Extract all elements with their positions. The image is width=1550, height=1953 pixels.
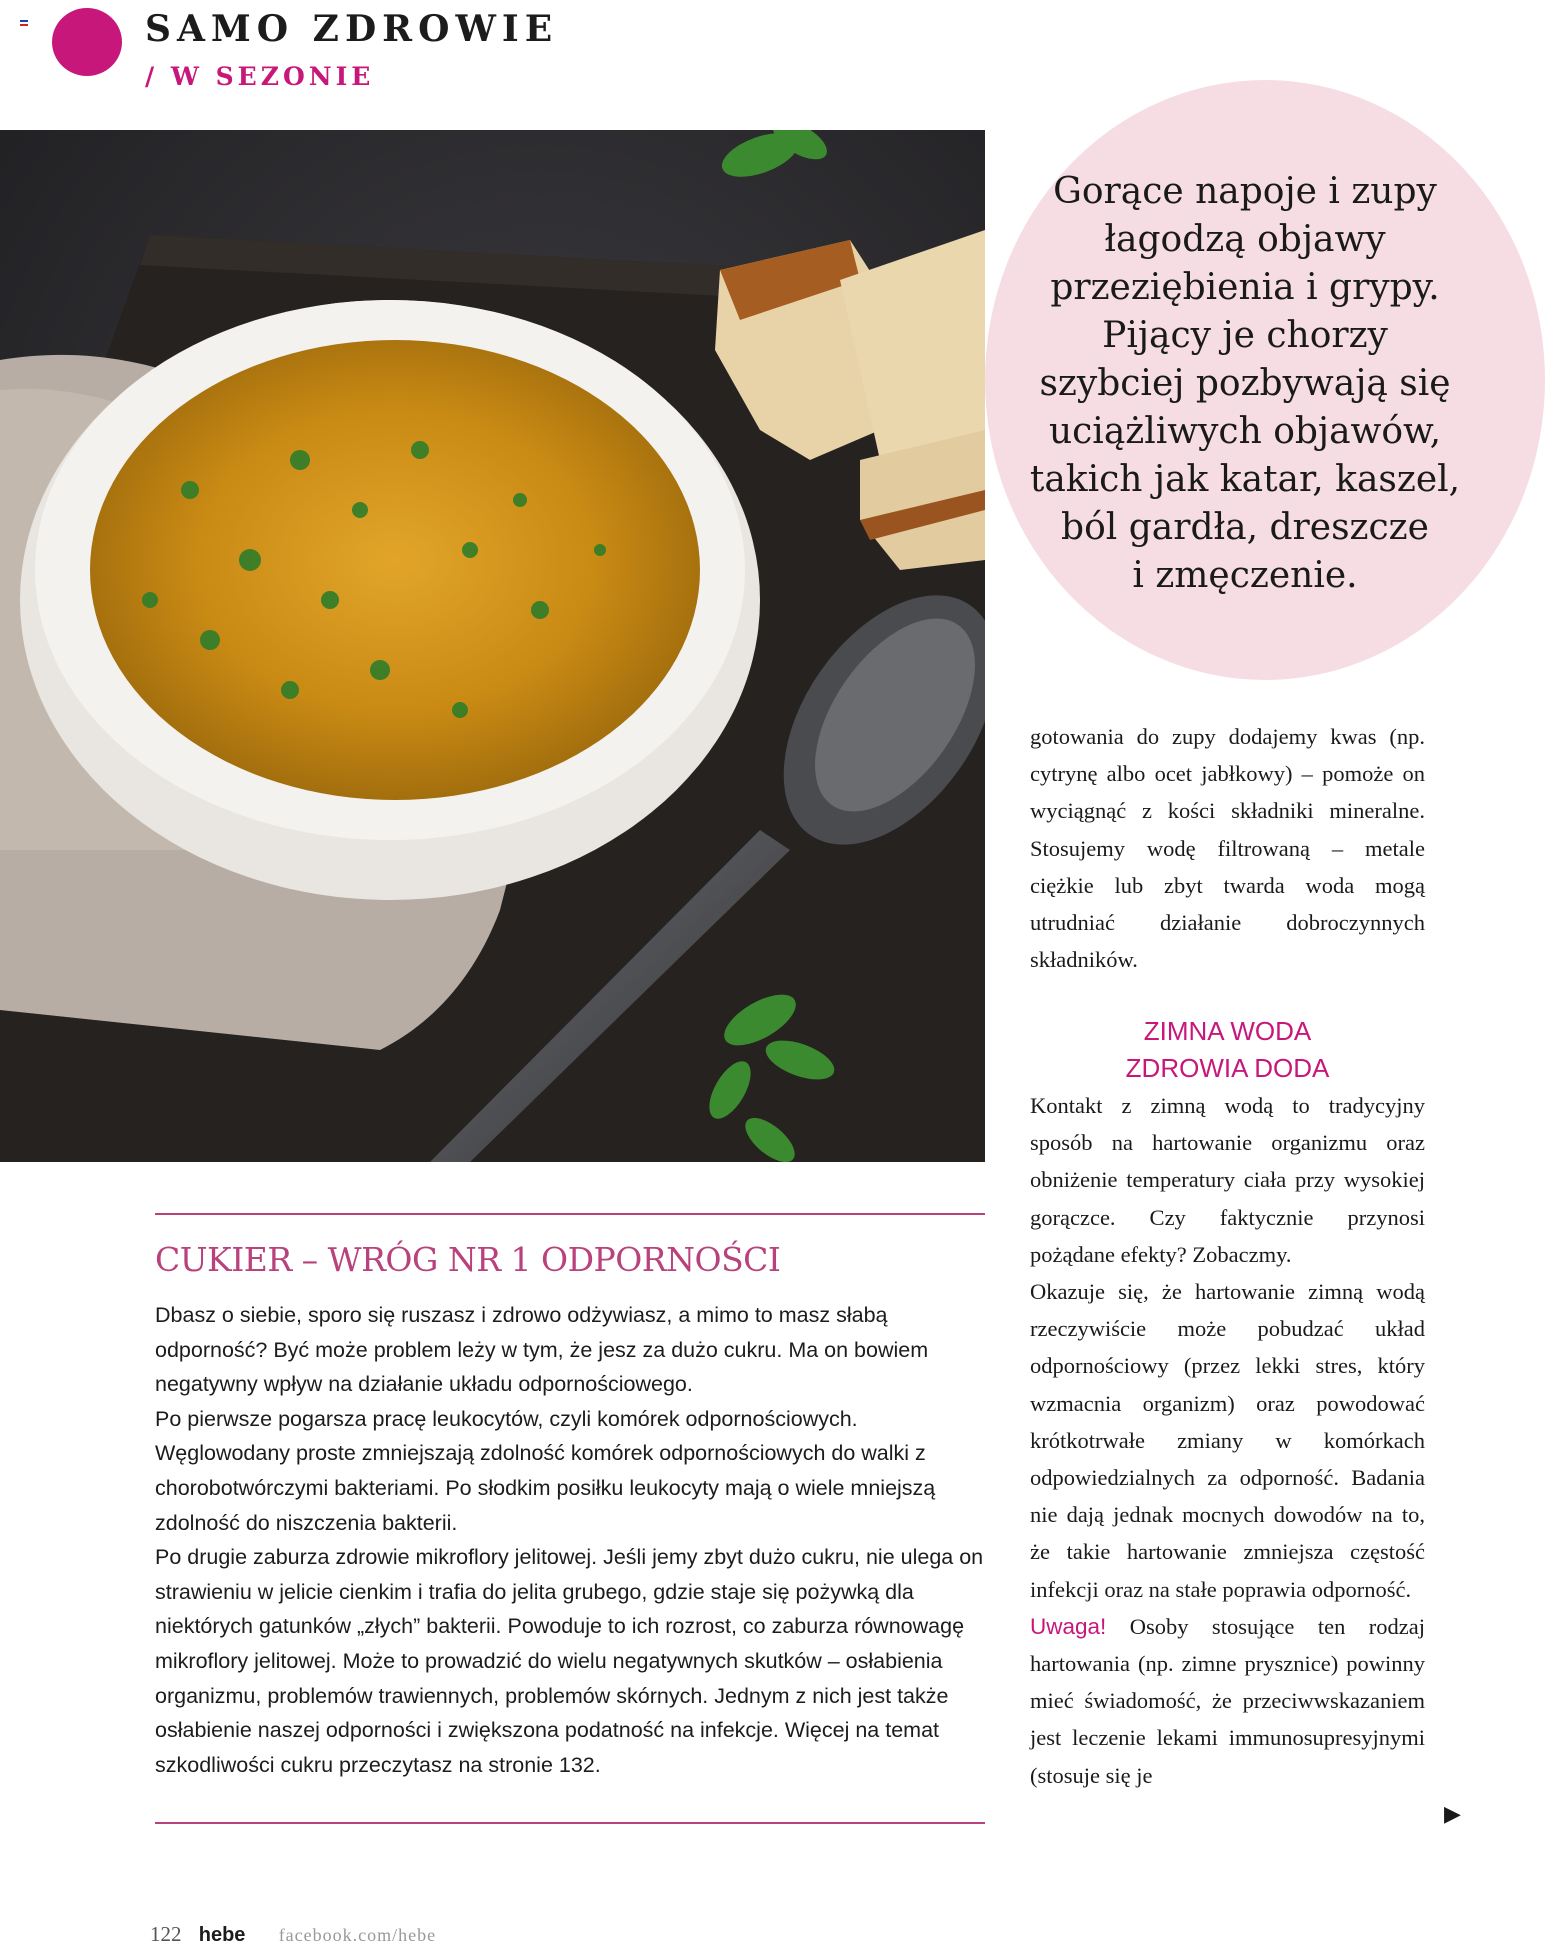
section-title: SAMO ZDROWIE [145, 8, 559, 50]
brand-logo: hebe [198, 1924, 246, 1946]
article-paragraph: Po drugie zaburza zdrowie mikroflory jelitowej. Jeśli jemy zbyt dużo cukru, nie ulega on strawieniu w jelicie cienkim i trafia do jelita grubego, gdzie staje się pożywką dla niektórych gatunków „złych” bakterii. Powoduje to ich rozrost, co zaburza równowagę mikroflory jelitowej. Może to prowadzić do wielu negatywnych skutków – osłabienia organizmu, problemów trawiennych, problemów skórnych. Jednym z nich jest także osłabienie naszej odporności i zwiększona podatność na infekcje. Więcej na temat szkodliwości cukru przeczytasz na stronie 132. [155, 1545, 984, 1777]
section-logo-circle [52, 8, 122, 76]
article-title: CUKIER – WRÓG NR 1 ODPORNOŚCI [155, 1240, 781, 1279]
facebook-link[interactable]: facebook.com/hebe [278, 1925, 437, 1945]
quote-line: Pijący je chorzy [1102, 315, 1388, 356]
pull-quote [1010, 168, 1480, 600]
quote-line: takich jak katar, kaszel, [1029, 459, 1461, 500]
quote-line: i zmęczenie. [1132, 555, 1358, 596]
quote-line: łagodzą objawy [1104, 219, 1386, 260]
flag-icon [20, 20, 28, 26]
subheading-line: ZDROWIA DODA [1125, 1053, 1330, 1083]
quote-line: ból gardła, dreszcze [1061, 507, 1429, 548]
article-body [155, 1298, 985, 1782]
page-number: 122 [150, 1922, 182, 1946]
article-paragraph: Dbasz o siebie, sporo się ruszasz i zdrowo odżywiasz, a mimo to masz słabą odporność? Być może problem leży w tym, że jesz za dużo cukru. Ma on bowiem negatywny wpływ na działanie układu odpornościowego. [155, 1303, 929, 1397]
warning-text: Osoby stosujące ten rodzaj hartowania (np. zimne prysznice) powinny mieć świadomość, że przeciwwskazaniem jest leczenie lekami immunosupresyjnymi (stosuje się je [1030, 1613, 1425, 1788]
quote-line: uciążliwych objawów, [1048, 411, 1442, 452]
warning-paragraph [1030, 1608, 1425, 1794]
continue-arrow-icon: ▶ [1444, 1801, 1461, 1826]
section-subtitle: / W SEZONIE [145, 62, 375, 91]
quote-line: przeziębienia i grypy. [1050, 267, 1440, 308]
subheading-line: ZIMNA WODA [1143, 1016, 1312, 1046]
cold-water-paragraph: Okazuje się, że hartowanie zimną wodą rzeczywiście może pobudzać układ odpornościowy (przez lekki stres, który wzmacnia organizm) oraz powodować krótkotrwałe zmiany w komórkach odpowiedzialnych za odporność. Badania nie dają jednak mocnych dowodów na to, że takie hartowanie zmniejsza częstość infekcji oraz na stałe poprawia odporność. [1030, 1279, 1425, 1602]
quote-line: szybciej pozbywają się [1039, 363, 1451, 404]
article-bottom-rule [155, 1822, 985, 1824]
quote-line: Gorące napoje i zupy [1053, 171, 1437, 212]
right-column-section [1030, 1013, 1425, 1794]
warning-label: Uwaga! [1030, 1613, 1107, 1639]
continuation-paragraph: gotowania do zupy dodajemy kwas (np. cytrynę albo ocet jabłkowy) – pomoże on wyciągnąć z kości składniki mineralne. Stosujemy wodę filtrowaną – metale ciężkie lub zbyt twarda woda mogą utrudniać działanie dobroczynnych składników. [1030, 724, 1425, 973]
soup-bowl-photo [0, 130, 985, 1162]
right-column-continuation [1030, 718, 1425, 978]
cold-water-paragraph: Kontakt z zimną wodą to tradycyjny sposób na hartowanie organizmu oraz obniżenie temperatury ciała przy wysokiej gorączce. Czy faktycznie przynosi pożądane efekty? Zobaczmy. [1030, 1093, 1425, 1267]
page-footer [150, 1922, 436, 1947]
subheading-cold-water [1030, 1013, 1425, 1087]
article-top-rule [155, 1213, 985, 1215]
article-paragraph: Po pierwsze pogarsza pracę leukocytów, czyli komórek odpornościowych. Węglowodany proste zmniejszają zdolność komórek odpornościowych do walki z chorobotwórczymi bakteriami. Po słodkim posiłku leukocyty mają o wiele mniejszą zdolność do niszczenia bakterii. [155, 1406, 936, 1535]
